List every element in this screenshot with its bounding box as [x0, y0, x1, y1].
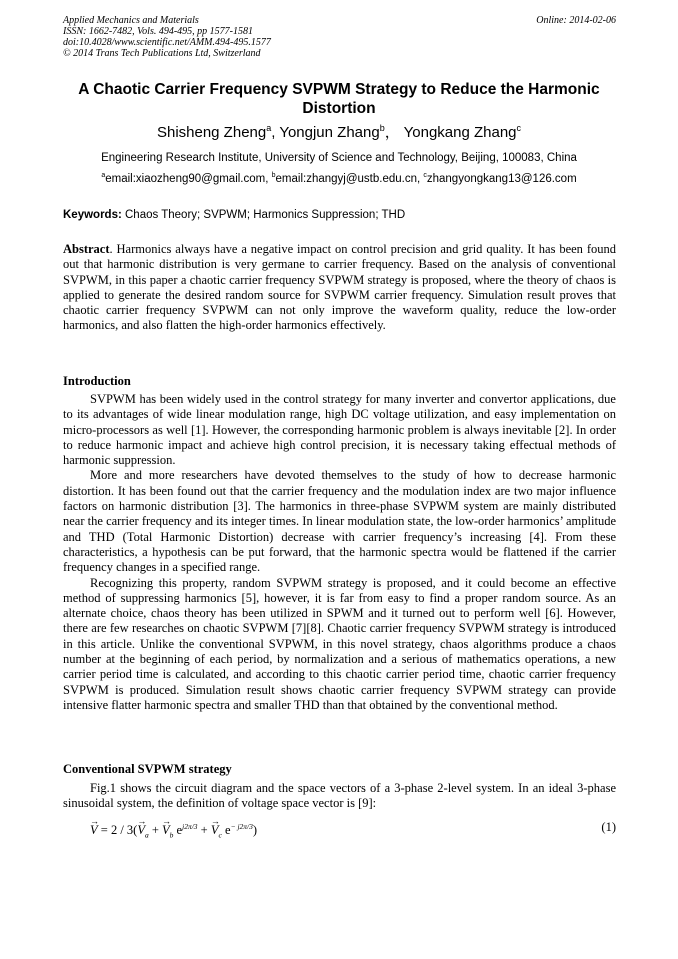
email-mark: c — [423, 172, 427, 180]
conventional-svpwm-body — [63, 781, 616, 812]
author-name: Yongjun Zhang — [279, 124, 380, 141]
keywords-text: Chaos Theory; SVPWM; Harmonics Suppression; THD — [125, 209, 406, 221]
paragraph: More and more researchers have devoted themselves to the study of how to decrease harmonic distortion. It has been found out that the carrier frequency and the modulation index are two major influence factors on harmonic distribution [3]. The harmonics in three-phase SVPWM system are mainly distributed near the carrier frequency and its integer times. In linear modulation state, the low-order harmonics’ amplitude and THD (Total Harmonic Distortion) decrease with carrier frequency’s increasing [4]. From these characteristics, a hypothesis can be put forward, that the harmonic spectra would be flattened if the carrier frequency changes in a specified range. — [63, 468, 616, 575]
email-mark: b — [271, 172, 276, 180]
journal-issn: ISSN: 1662-7482, Vols. 494-495, pp 1577-1581 — [63, 26, 253, 37]
email-address: email:xiaozheng90@gmail.com, — [105, 173, 272, 185]
eq-text: + — [148, 823, 163, 838]
eq-text: e — [221, 823, 231, 838]
journal-header — [63, 15, 616, 59]
email-address: zhangyongkang13@126.com — [426, 173, 577, 185]
vector-vb: → V — [162, 822, 170, 838]
abstract-label: Abstract — [63, 242, 110, 256]
email-list — [30, 172, 648, 186]
paper-title — [60, 80, 618, 118]
section-heading-introduction: Introduction — [63, 374, 131, 388]
eq-sup: j2π/3 — [182, 822, 198, 831]
vector-va: → V — [137, 822, 145, 838]
introduction-body — [63, 392, 616, 713]
vector-v: → V — [90, 822, 98, 838]
email-address: email:zhangyj@ustb.edu.cn, — [275, 173, 424, 185]
affiliation: Engineering Research Institute, University of Science and Technology, Beijing, 100083, China — [101, 152, 577, 164]
eq-sub: c — [218, 830, 222, 840]
author-list — [40, 124, 638, 142]
online-date: Online: 2014-02-06 — [536, 15, 616, 26]
equation-1 — [90, 819, 616, 844]
author-affil-mark: b — [379, 123, 385, 133]
eq-sup: − j2π/3 — [230, 822, 253, 831]
paragraph: SVPWM has been widely used in the control strategy for many inverter and convertor applications, due to its advantages of wide linear modulation range, high DC voltage utilization, and easy implementation on micro-processors as well [1]. However, the corresponding harmonic problem is always inevitable [2]. In order to reduce harmonic impact and achieve high control precision, it is necessary taking effectual methods of harmonic suppression. — [63, 392, 616, 468]
eq-text: ) — [252, 823, 258, 838]
author-name: Yongkang Zhang — [403, 124, 517, 141]
author-name: Shisheng Zheng — [156, 124, 267, 141]
section-heading-conventional-svpwm: Conventional SVPWM strategy — [63, 762, 232, 776]
eq-text: + — [197, 823, 211, 838]
paragraph: Fig.1 shows the circuit diagram and the space vectors of a 3-phase 2-level system. In an ideal 3-phase sinusoidal system, the definition of voltage space vector is [9]: — [63, 781, 616, 811]
abstract — [63, 242, 616, 334]
keywords-label: Keywords: — [63, 209, 122, 221]
author-separator: , — [271, 124, 280, 141]
journal-copyright: © 2014 Trans Tech Publications Ltd, Switzerland — [63, 48, 261, 59]
title-line-1: A Chaotic Carrier Frequency SVPWM Strategy to Reduce the Harmonic — [78, 81, 600, 98]
eq-sub: a — [144, 830, 149, 840]
equation-number: (1) — [601, 820, 616, 834]
paragraph: Recognizing this property, random SVPWM strategy is proposed, and it could become an effective method of suppressing harmonics [5], however, it is far from easy to find a proper random source. As an alternate choice, chaos theory has been utilized in SPWM and it turned out to perform well [6]. However, there are few researches on chaotic SVPWM [7][8]. Chaotic carrier frequency SVPWM strategy is introduced in this article. Unlike the conventional SVPWM, in this novel strategy, chaos algorithms produce a chaos number at the beginning of each period, by normalization and a serious of mathematics operations, a new carrier period time is calculated, and according to this chaotic carrier period time, chaotic carrier frequency SVPWM is produced. Simulation result shows chaotic carrier frequency SVPWM strategy can provide intensive flatter harmonic spectra and smaller THD than that obtained by the conventional method. — [63, 575, 616, 712]
abstract-text: . Harmonics always have a negative impact on control precision and grid quality. It has been found out that harmonic distribution is very germane to carrier frequency. Based on the analysis of conventional SVPWM, in this paper a chaotic carrier frequency SVPWM strategy is proposed, where the theory of chaos is applied to generate the desired random source for SVPWM carrier frequency. Simulation result proves that chaotic carrier frequency SVPWM can not only improve the waveform quality, reduce the low-order harmonics, and also flatten the high-order harmonics effectively. — [63, 242, 616, 333]
email-mark: a — [101, 172, 106, 180]
author-separator: ， — [384, 124, 400, 141]
journal-name: Applied Mechanics and Materials — [63, 15, 199, 26]
eq-sub: b — [169, 830, 174, 840]
journal-doi: doi:10.4028/www.scientific.net/AMM.494-495.1577 — [63, 37, 271, 48]
eq-text: e — [173, 823, 183, 838]
eq-text: = 2 / 3( — [97, 823, 138, 838]
author-affil-mark: a — [266, 123, 272, 133]
vector-vc: → V — [211, 822, 219, 838]
keywords — [63, 208, 616, 222]
author-affil-mark: c — [516, 123, 522, 133]
title-line-2: Distortion — [302, 100, 376, 117]
